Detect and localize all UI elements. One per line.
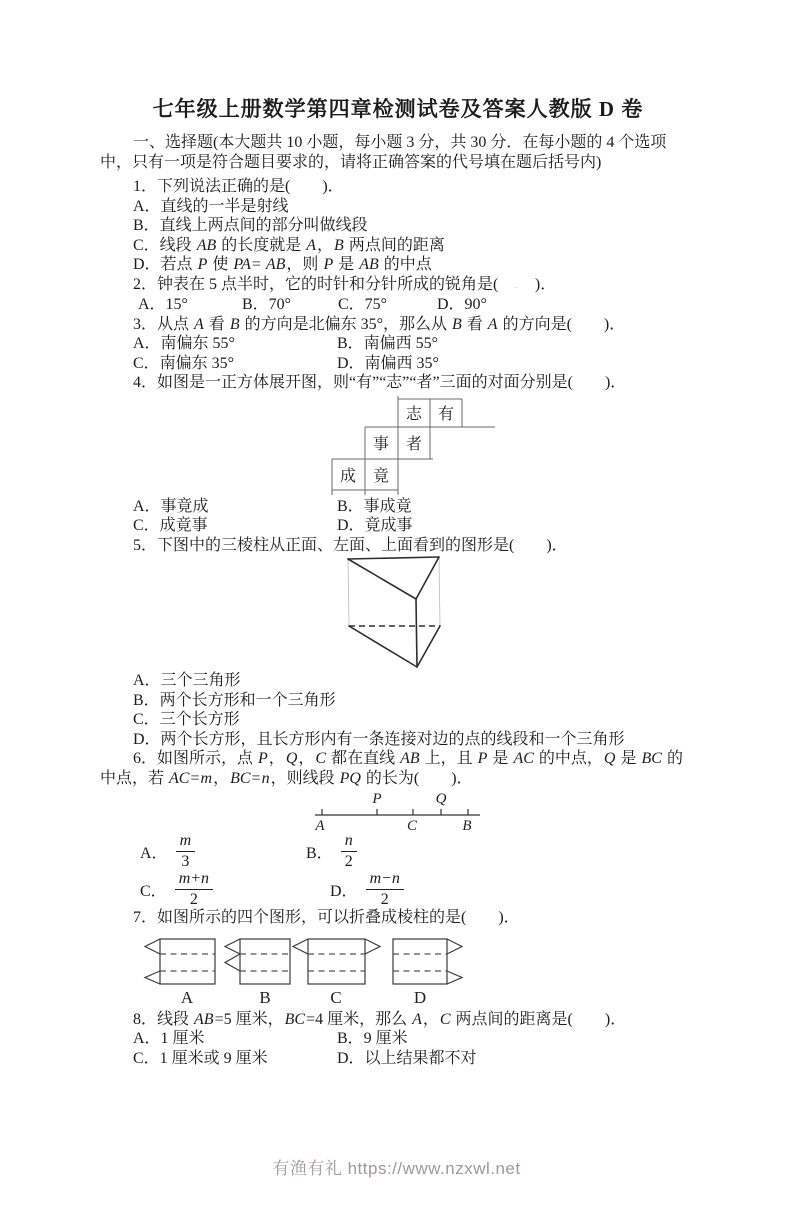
q8-option-b: B．9 厘米 [337, 1030, 408, 1047]
question-3 [100, 315, 696, 374]
prism-nets-figure [133, 930, 478, 1010]
q3-options-row1 [100, 334, 696, 354]
fraction: $\frac{m}{3}$ [176, 832, 196, 870]
footer-watermark-link: 有渔有礼 https://www.nzxwl.net [272, 1159, 521, 1178]
q2-stem: 2．钟表在 5 点半时，它的时针和分针所成的锐角是( ． )． [133, 275, 557, 293]
section-intro: 一、选择题(本大题共 10 小题，每小题 3 分，共 30 分．在每小题的 4 个选项中，只有一项是符合题目要求的，请将正确答案的代号填在题后括号内) [100, 134, 667, 171]
number-line-figure [300, 790, 500, 832]
net-cell-shi: 事 [372, 435, 390, 453]
net-cell-zhe: 者 [405, 435, 423, 453]
fraction: $\frac{n}{2}$ [341, 832, 357, 870]
q6-option-a: A． $\frac{m}{3}$ [140, 832, 306, 870]
point-label-a: A [315, 818, 325, 832]
cube-net-figure [320, 395, 500, 497]
q8-stem: 8．线段 AB=5 厘米，BC=4 厘米，那么 A，C 两点间的距离是( )． [133, 1010, 627, 1028]
net-label-b: B [259, 987, 271, 1007]
q2-option-c: C．75° [338, 296, 388, 313]
q4-option-a: A．事竟成 [133, 497, 209, 515]
q5-option-d: D．两个长方形，且长方形内有一条连接对边的点的线段和一个三角形 [133, 730, 625, 748]
question-1 [100, 177, 696, 275]
q3-option-d: D．南偏西 35° [337, 354, 439, 372]
q4-option-c: C．成竟事 [133, 517, 208, 534]
document-page [0, 94, 793, 1068]
q2-option-a: A．15° [138, 296, 188, 313]
q8-option-c: C．1 厘米或 9 厘米 [133, 1049, 268, 1067]
q8-options-row2 [100, 1049, 696, 1069]
fraction: $\frac{m-n}{2}$ [366, 870, 404, 908]
question-8 [100, 1010, 696, 1069]
q5-stem: 5．下图中的三棱柱从正面、左面、上面看到的图形是( )． [133, 536, 568, 554]
net-label-d: D [413, 987, 427, 1007]
q1-option-a: A．直线的一半是射线 [133, 197, 289, 215]
q1-option-d: D．若点 P 使 PA= AB，则 P 是 AB 的中点 [133, 256, 432, 273]
q3-option-c: C．南偏东 35° [133, 354, 235, 372]
q7-stem: 7．如图所示的四个图形，可以折叠成棱柱的是( )． [133, 909, 520, 926]
net-cell-cheng: 成 [339, 467, 357, 485]
net-d-figure [393, 939, 462, 984]
fraction: $\frac{m+n}{2}$ [175, 870, 213, 908]
question-7 [100, 908, 696, 1010]
q1-option-b: B．直线上两点间的部分叫做线段 [133, 217, 368, 234]
q3-options-row2 [100, 354, 696, 374]
net-b-figure [225, 939, 290, 984]
net-label-c: C [330, 987, 342, 1007]
net-cell-zhi: 志 [405, 405, 423, 423]
net-cell-you: 有 [437, 405, 455, 423]
point-label-c: C [406, 818, 418, 832]
q3-option-a: A．南偏东 55° [133, 335, 235, 352]
net-c-figure [293, 939, 380, 984]
triangular-prism-figure [340, 555, 460, 671]
question-2 [100, 275, 696, 315]
q4-option-d: D．竟成事 [337, 517, 413, 534]
q4-option-b: B．事成竟 [337, 497, 412, 515]
q8-option-a: A．1 厘米 [133, 1030, 205, 1047]
q2-option-d: D．90° [437, 296, 487, 313]
q6-options-row2 [100, 870, 696, 908]
q3-option-b: B．南偏西 55° [337, 335, 439, 352]
net-cell-jing: 竟 [372, 467, 390, 485]
q8-options-row1 [100, 1029, 696, 1049]
q6-options-row1 [100, 832, 696, 870]
q6-stem: 6．如图所示，点 P，Q，C 都在直线 AB 上，且 P 是 AC 的中点，Q 是 BC 的中点，若 AC=m，BC=n，则线段 PQ 的长为( )． [100, 750, 683, 787]
q5-option-b: B．两个长方形和一个三角形 [133, 691, 336, 709]
q5-option-c: C．三个长方形 [133, 711, 240, 728]
point-label-p: P [372, 791, 382, 807]
q1-stem: 1．下列说法正确的是( )． [133, 178, 344, 195]
point-label-q: Q [435, 791, 447, 807]
q3-stem: 3．从点 A 看 B 的方向是北偏东 35°，那么从 B 看 A 的方向是( )． [133, 315, 626, 333]
net-label-a: A [180, 987, 194, 1007]
q4-stem: 4．如图是一正方体展开图，则“有”“志”“者”三面的对面分别是( )． [133, 374, 627, 391]
question-5 [100, 536, 696, 750]
faint-dot: ． [514, 279, 519, 290]
q6-option-d: D． $\frac{m-n}{2}$ [330, 870, 404, 908]
q1-option-c: C．线段 AB 的长度就是 A，B 两点间的距离 [133, 236, 445, 254]
q6-option-c: C． $\frac{m+n}{2}$ [140, 870, 330, 908]
q5-option-a: A．三个三角形 [133, 672, 241, 689]
page-title: 七年级上册数学第四章检测试卷及答案人教版 D 卷 [152, 97, 644, 121]
q2-option-b: B．70° [242, 296, 292, 313]
point-label-b: B [462, 818, 472, 832]
question-6 [100, 749, 696, 908]
question-4 [100, 373, 696, 536]
q8-option-d: D．以上结果都不对 [337, 1049, 477, 1067]
net-a-figure [145, 939, 215, 984]
q4-options-row1 [100, 497, 696, 517]
q6-option-b: B． $\frac{n}{2}$ [306, 832, 357, 870]
q4-options-row2 [100, 516, 696, 536]
q2-options [100, 295, 696, 315]
